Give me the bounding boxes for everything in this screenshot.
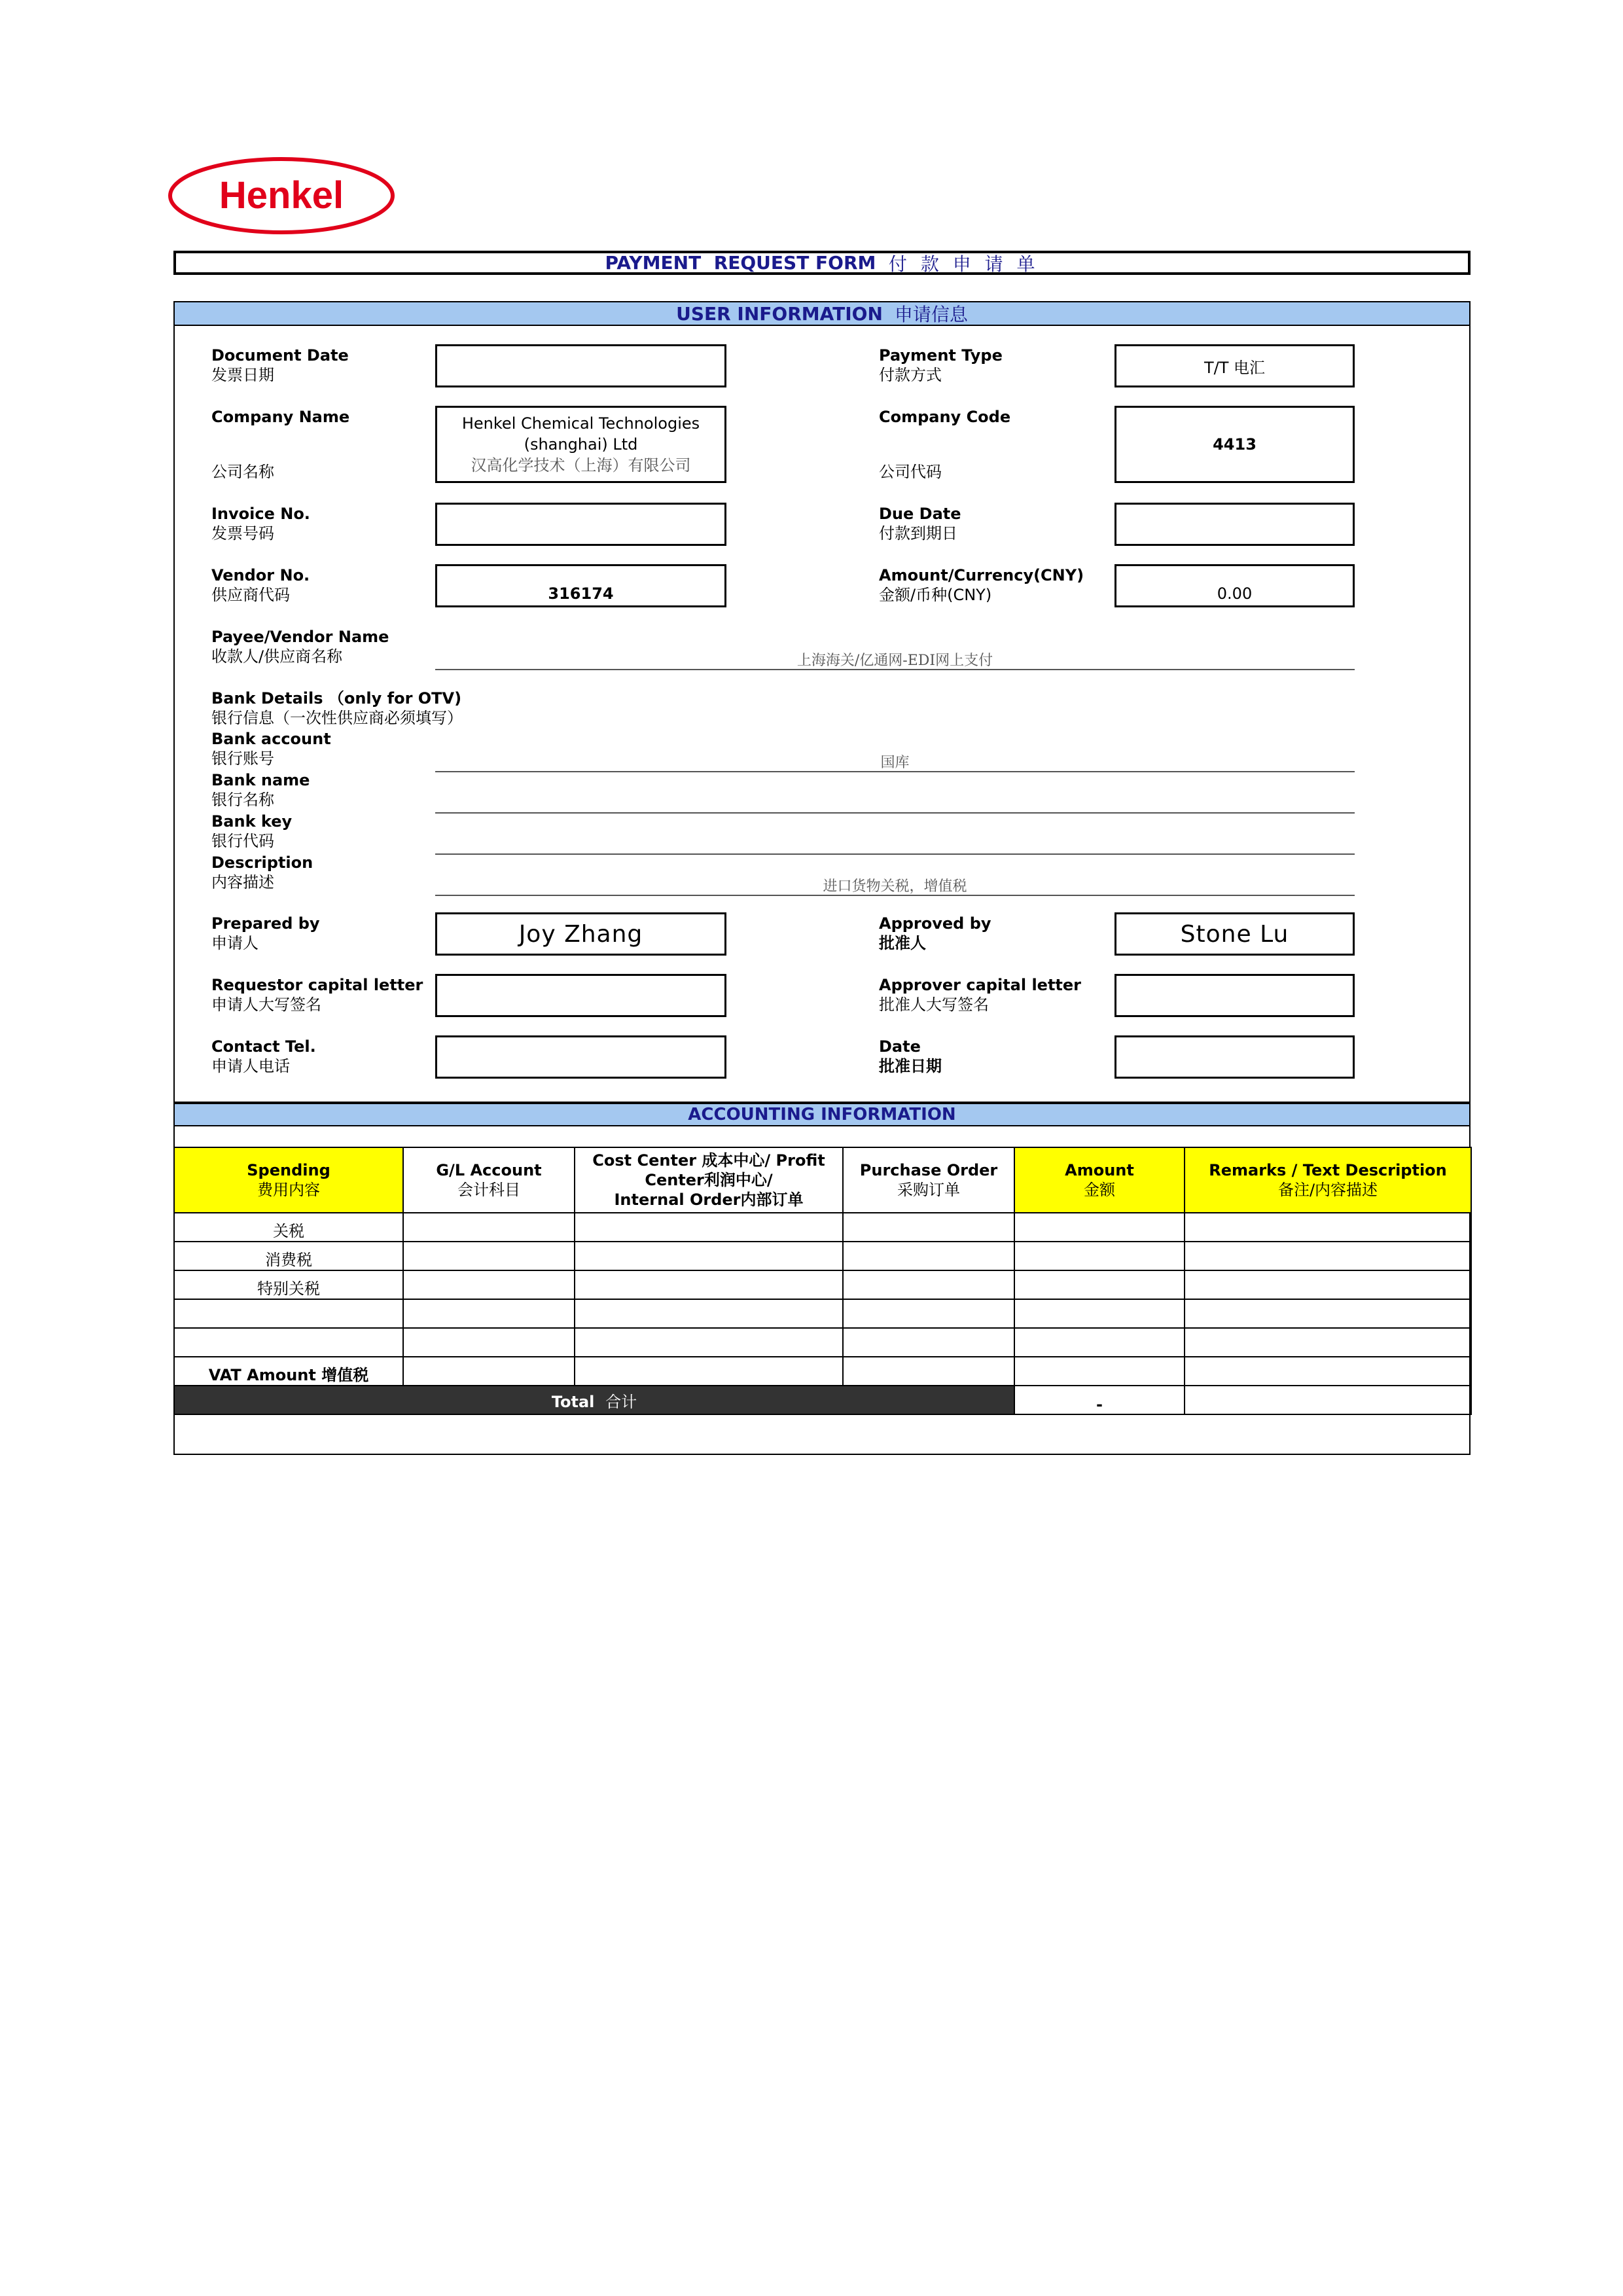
table-cell[interactable]	[1014, 1242, 1185, 1270]
table-cell[interactable]	[843, 1357, 1014, 1386]
company-code-label: Company Code	[879, 408, 1011, 426]
spending-cell[interactable]	[174, 1328, 403, 1357]
table-cell[interactable]	[575, 1299, 843, 1328]
table-cell[interactable]	[1014, 1328, 1185, 1357]
bank-account-line	[435, 771, 1355, 772]
prepared-by-label: Prepared by 申请人	[211, 914, 320, 952]
bank-account-value[interactable]: 国库	[880, 755, 910, 771]
table-cell[interactable]	[1185, 1270, 1471, 1299]
table-cell[interactable]	[843, 1242, 1014, 1270]
table-cell[interactable]	[843, 1328, 1014, 1357]
total-row	[174, 1386, 1471, 1414]
company-name-field[interactable]	[435, 406, 726, 483]
company-name-line2: (shanghai) Ltd	[524, 435, 638, 454]
approved-by-label: Approved by 批准人	[879, 914, 991, 952]
table-row	[174, 1270, 1471, 1299]
table-cell[interactable]	[1185, 1213, 1471, 1242]
table-cell[interactable]	[1014, 1357, 1185, 1386]
company-name-line1: Henkel Chemical Technologies	[461, 414, 700, 433]
amount-currency-field[interactable]: 0.00	[1115, 564, 1355, 607]
table-row	[174, 1328, 1471, 1357]
col-amount: Amount 金额	[1014, 1147, 1185, 1213]
spending-cell[interactable]	[174, 1299, 403, 1328]
col-remarks: Remarks / Text Description 备注/内容描述	[1185, 1147, 1471, 1213]
company-name-label-cn: 公司名称	[211, 463, 274, 481]
user-information-header: USER INFORMATION 申请信息	[175, 302, 1469, 326]
accounting-information-header: ACCOUNTING INFORMATION	[175, 1103, 1469, 1126]
col-gl-account: G/L Account 会计科目	[403, 1147, 575, 1213]
description-value[interactable]: 进口货物关税，增值税	[823, 878, 967, 895]
approval-date-field[interactable]	[1115, 1035, 1355, 1079]
table-cell[interactable]	[843, 1299, 1014, 1328]
col-spending: Spending 费用内容	[174, 1147, 403, 1213]
company-name-label: Company Name	[211, 408, 350, 426]
payee-value[interactable]: 上海海关/亿通网-EDI网上支付	[796, 653, 993, 669]
prepared-by-field[interactable]: Joy Zhang	[435, 912, 726, 956]
table-cell[interactable]	[575, 1270, 843, 1299]
table-cell[interactable]	[1185, 1357, 1471, 1386]
table-cell[interactable]	[1014, 1213, 1185, 1242]
vat-amount-cell[interactable]: VAT Amount 增值税	[174, 1357, 403, 1386]
bank-details-label: Bank Details （only for OTV) 银行信息（一次性供应商必须填写）	[211, 689, 463, 727]
accounting-header-row	[174, 1147, 1471, 1213]
description-label: Description 内容描述	[211, 853, 313, 891]
table-cell[interactable]	[1185, 1328, 1471, 1357]
bank-key-line	[435, 853, 1355, 855]
table-cell[interactable]	[403, 1213, 575, 1242]
document-date-field[interactable]	[435, 344, 726, 387]
invoice-no-field[interactable]	[435, 503, 726, 546]
payee-label: Payee/Vendor Name 收款人/供应商名称	[211, 628, 389, 666]
payment-type-label: Payment Type 付款方式	[879, 346, 1003, 384]
table-cell[interactable]	[575, 1213, 843, 1242]
table-cell[interactable]	[843, 1213, 1014, 1242]
henkel-logo	[167, 156, 396, 236]
approver-capital-label: Approver capital letter 批准人大写签名	[879, 976, 1082, 1014]
approved-by-field[interactable]: Stone Lu	[1115, 912, 1355, 956]
date-label: Date 批准日期	[879, 1037, 942, 1075]
table-cell[interactable]	[1014, 1270, 1185, 1299]
table-cell[interactable]	[1185, 1299, 1471, 1328]
total-label: Total 合计	[174, 1386, 1014, 1414]
payment-type-field[interactable]: T/T 电汇	[1115, 344, 1355, 387]
due-date-field[interactable]	[1115, 503, 1355, 546]
table-cell[interactable]	[1185, 1386, 1471, 1414]
table-row	[174, 1357, 1471, 1386]
bank-name-line	[435, 812, 1355, 814]
table-cell[interactable]	[403, 1299, 575, 1328]
spending-cell[interactable]: 消费税	[174, 1242, 403, 1270]
bank-name-label: Bank name 银行名称	[211, 771, 310, 809]
table-row	[174, 1213, 1471, 1242]
table-row	[174, 1299, 1471, 1328]
table-cell[interactable]	[575, 1357, 843, 1386]
table-cell[interactable]	[575, 1328, 843, 1357]
requestor-capital-label: Requestor capital letter 申请人大写签名	[211, 976, 423, 1014]
form-title: PAYMENT REQUEST FORM 付 款 申 请 单	[173, 251, 1471, 275]
amount-currency-label: Amount/Currency(CNY) 金额/币种(CNY)	[879, 566, 1084, 604]
contact-tel-label: Contact Tel. 申请人电话	[211, 1037, 316, 1075]
table-cell[interactable]	[403, 1242, 575, 1270]
table-row	[174, 1242, 1471, 1270]
table-cell[interactable]	[403, 1357, 575, 1386]
due-date-label: Due Date 付款到期日	[879, 505, 961, 543]
approver-capital-field[interactable]	[1115, 974, 1355, 1017]
table-cell[interactable]	[403, 1328, 575, 1357]
company-name-line3: 汉高化学技术（上海）有限公司	[471, 456, 691, 475]
spending-cell[interactable]: 关税	[174, 1213, 403, 1242]
table-cell[interactable]	[575, 1242, 843, 1270]
vendor-no-label: Vendor No. 供应商代码	[211, 566, 310, 604]
table-cell[interactable]	[403, 1270, 575, 1299]
total-amount: -	[1014, 1386, 1185, 1414]
table-cell[interactable]	[843, 1270, 1014, 1299]
bank-key-label: Bank key 银行代码	[211, 812, 293, 850]
description-line	[435, 895, 1355, 896]
company-code-field[interactable]: 4413	[1115, 406, 1355, 483]
invoice-no-label: Invoice No. 发票号码	[211, 505, 310, 543]
logo-text: Henkel	[219, 174, 344, 217]
payee-line	[435, 669, 1355, 670]
accounting-table	[173, 1147, 1472, 1415]
col-cost-center: Cost Center 成本中心/ Profit Center利润中心/ Internal Order内部订单	[575, 1147, 843, 1213]
company-code-label-cn: 公司代码	[879, 463, 942, 481]
spending-cell[interactable]: 特别关税	[174, 1270, 403, 1299]
bank-account-label: Bank account 银行账号	[211, 730, 331, 768]
col-purchase-order: Purchase Order 采购订单	[843, 1147, 1014, 1213]
table-cell[interactable]	[1014, 1299, 1185, 1328]
requestor-capital-field[interactable]	[435, 974, 726, 1017]
document-date-label: Document Date 发票日期	[211, 346, 349, 384]
contact-tel-field[interactable]	[435, 1035, 726, 1079]
vendor-no-field[interactable]: 316174	[435, 564, 726, 607]
table-cell[interactable]	[1185, 1242, 1471, 1270]
